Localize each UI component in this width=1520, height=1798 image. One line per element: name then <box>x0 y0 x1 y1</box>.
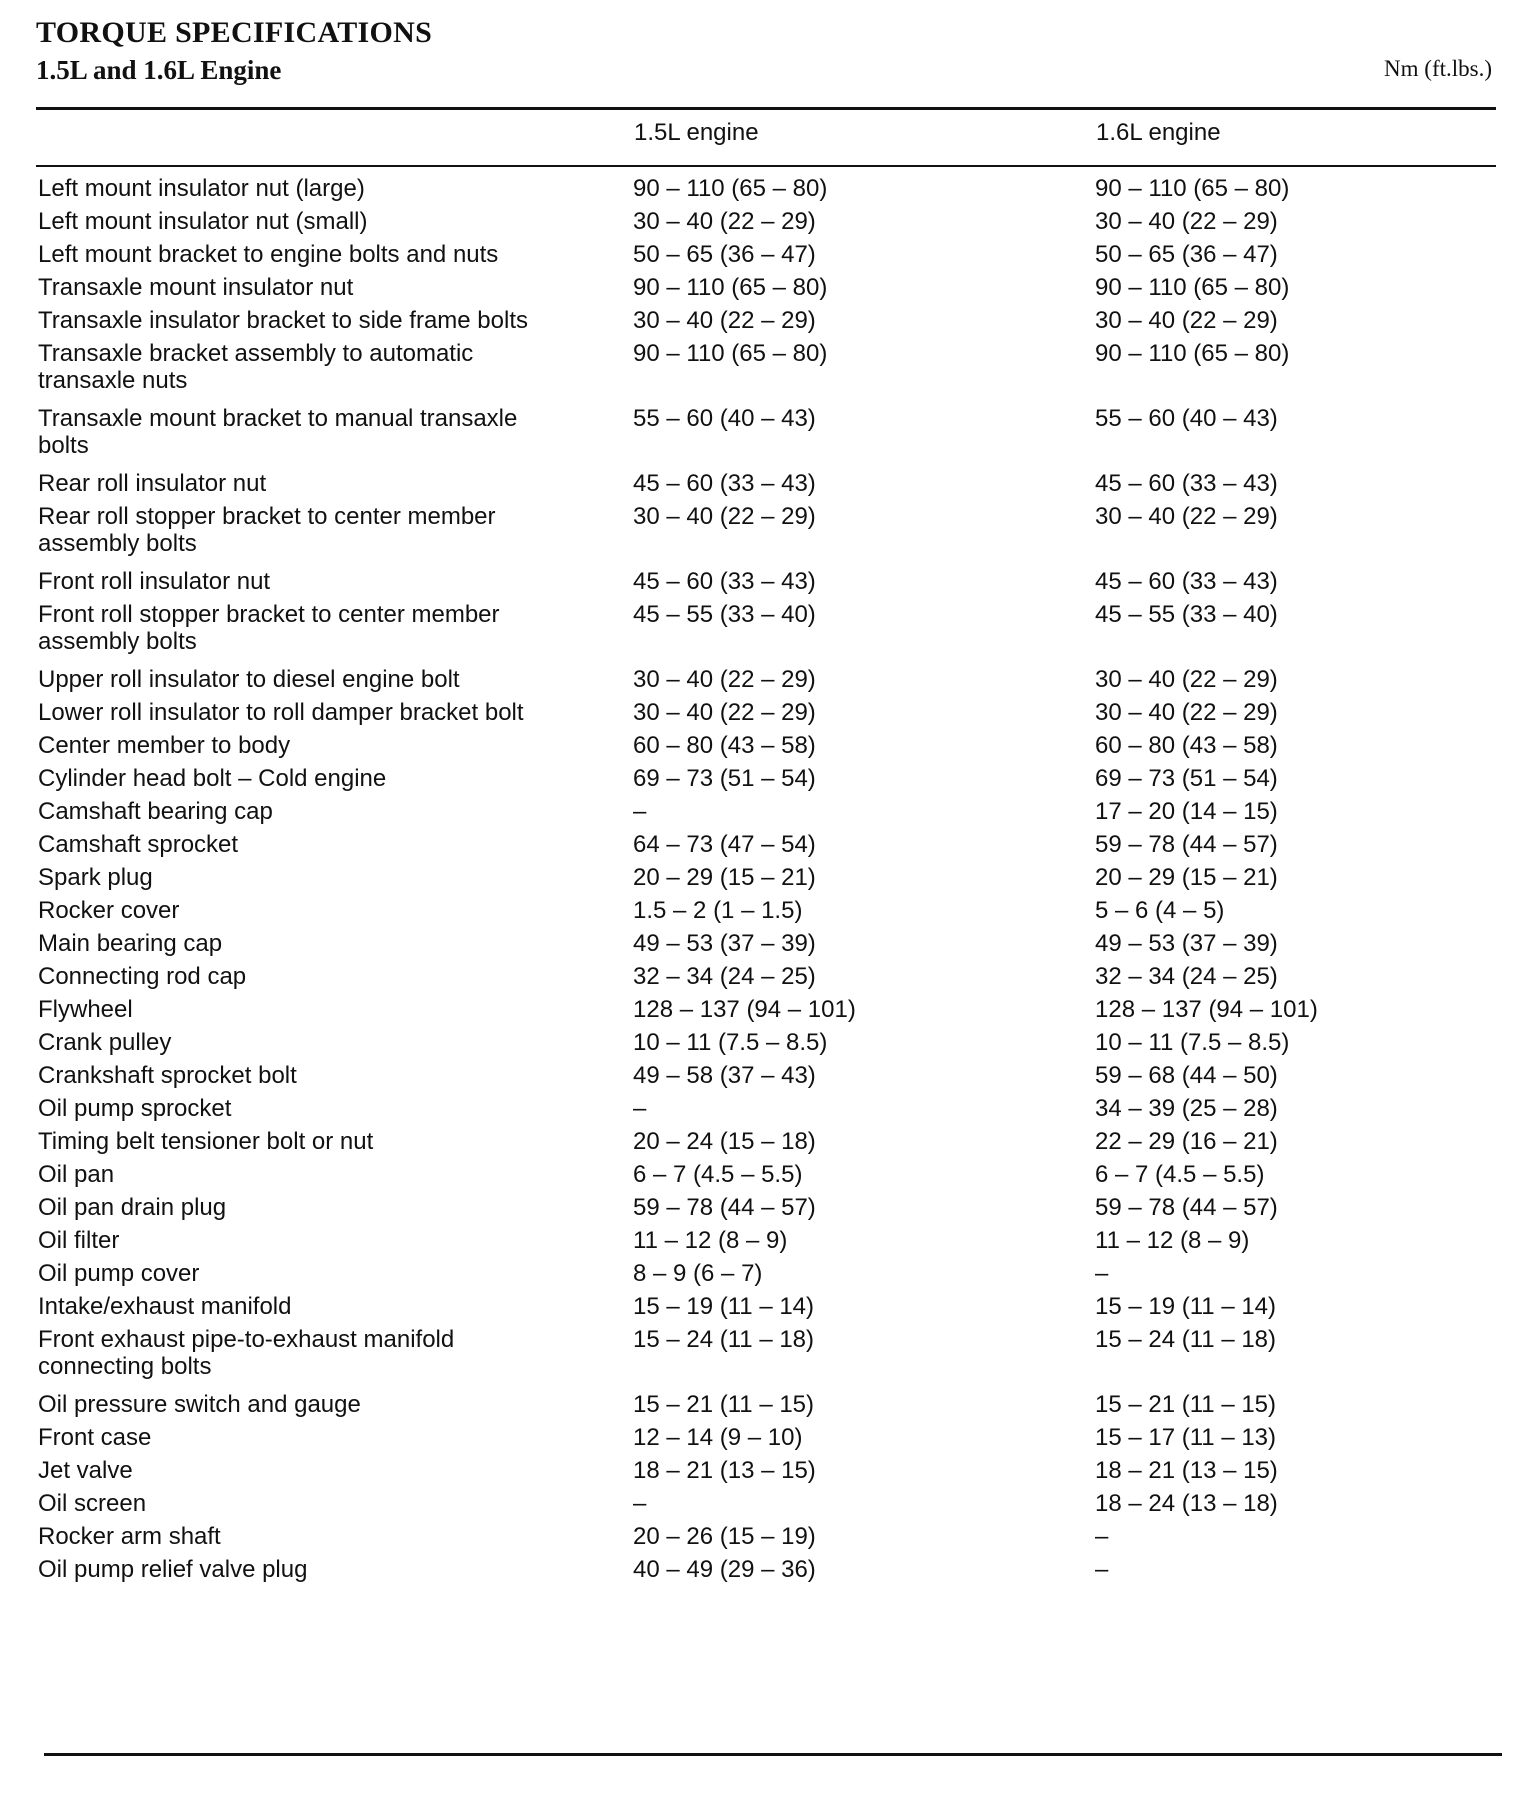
torque-1-6l-value: 90 – 110 (65 – 80) <box>1095 274 1290 301</box>
component-name: Intake/exhaust manifold <box>38 1293 292 1320</box>
torque-1-5l-value: 20 – 24 (15 – 18) <box>633 1128 816 1155</box>
torque-1-5l-value: 8 – 9 (6 – 7) <box>633 1260 763 1287</box>
torque-1-5l-value: 49 – 53 (37 – 39) <box>633 930 816 957</box>
torque-1-6l-value: – <box>1095 1523 1109 1550</box>
torque-1-5l-value: 10 – 11 (7.5 – 8.5) <box>633 1029 828 1056</box>
torque-1-6l-value: 59 – 78 (44 – 57) <box>1095 1194 1278 1221</box>
component-name: Flywheel <box>38 996 133 1023</box>
torque-1-6l-value: 30 – 40 (22 – 29) <box>1095 307 1278 334</box>
table-row <box>38 1189 1498 1222</box>
table-row <box>38 498 1498 563</box>
torque-1-5l-value: 90 – 110 (65 – 80) <box>633 175 828 202</box>
torque-1-5l-value: 60 – 80 (43 – 58) <box>633 732 816 759</box>
torque-1-5l-value: 90 – 110 (65 – 80) <box>633 274 828 301</box>
table-row <box>38 991 1498 1024</box>
torque-1-5l-value: 15 – 19 (11 – 14) <box>633 1293 815 1320</box>
component-name: Left mount bracket to engine bolts and nuts <box>38 241 499 268</box>
table-row <box>38 465 1498 498</box>
table-row <box>38 1288 1498 1321</box>
torque-1-5l-value: 69 – 73 (51 – 54) <box>633 765 816 792</box>
table-header-rule <box>36 165 1496 167</box>
torque-1-5l-value: 20 – 29 (15 – 21) <box>633 864 816 891</box>
torque-1-5l-value: 90 – 110 (65 – 80) <box>633 340 828 367</box>
torque-1-5l-value: 50 – 65 (36 – 47) <box>633 241 816 268</box>
torque-1-5l-value: 45 – 60 (33 – 43) <box>633 568 816 595</box>
torque-1-6l-value: 30 – 40 (22 – 29) <box>1095 503 1278 530</box>
table-row <box>38 1156 1498 1189</box>
component-name: Cylinder head bolt – Cold engine <box>38 765 387 792</box>
torque-1-6l-value: 10 – 11 (7.5 – 8.5) <box>1095 1029 1290 1056</box>
torque-1-5l-value: – <box>633 798 647 825</box>
component-name: Rocker arm shaft <box>38 1523 221 1550</box>
table-bottom-rule <box>44 1753 1502 1756</box>
table-row <box>38 793 1498 826</box>
torque-1-5l-value: 49 – 58 (37 – 43) <box>633 1062 816 1089</box>
component-name: Oil pressure switch and gauge <box>38 1391 361 1418</box>
torque-1-6l-value: 17 – 20 (14 – 15) <box>1095 798 1278 825</box>
table-row <box>38 1452 1498 1485</box>
table-row <box>38 826 1498 859</box>
table-row <box>38 727 1498 760</box>
page-subtitle: 1.5L and 1.6L Engine <box>36 55 282 85</box>
component-name: Left mount insulator nut (small) <box>38 208 368 235</box>
table-row <box>38 1222 1498 1255</box>
component-name: Spark plug <box>38 864 153 891</box>
torque-1-5l-value: 18 – 21 (13 – 15) <box>633 1457 816 1484</box>
torque-1-5l-value: 45 – 55 (33 – 40) <box>633 601 816 628</box>
torque-1-6l-value: 128 – 137 (94 – 101) <box>1095 996 1318 1023</box>
torque-1-5l-value: 6 – 7 (4.5 – 5.5) <box>633 1161 803 1188</box>
table-row <box>38 1090 1498 1123</box>
torque-1-5l-value: – <box>633 1490 647 1517</box>
component-name: Front roll insulator nut <box>38 568 271 595</box>
torque-1-6l-value: 50 – 65 (36 – 47) <box>1095 241 1278 268</box>
torque-1-6l-value: 59 – 78 (44 – 57) <box>1095 831 1278 858</box>
component-name: Oil pan <box>38 1161 115 1188</box>
table-row <box>38 661 1498 694</box>
table-row <box>38 1024 1498 1057</box>
torque-1-6l-value: 30 – 40 (22 – 29) <box>1095 208 1278 235</box>
component-name: Oil pump sprocket <box>38 1095 232 1122</box>
table-top-rule <box>36 107 1496 110</box>
units-label: Nm (ft.lbs.) <box>1384 56 1492 81</box>
torque-1-5l-value: 30 – 40 (22 – 29) <box>633 503 816 530</box>
torque-1-6l-value: 15 – 19 (11 – 14) <box>1095 1293 1277 1320</box>
table-row <box>38 859 1498 892</box>
component-name: Connecting rod cap <box>38 963 247 990</box>
table-row <box>38 236 1498 269</box>
component-name: Timing belt tensioner bolt or nut <box>38 1128 374 1155</box>
table-row <box>38 1485 1498 1518</box>
torque-1-6l-value: 18 – 21 (13 – 15) <box>1095 1457 1278 1484</box>
table-row <box>38 563 1498 596</box>
torque-1-5l-value: 1.5 – 2 (1 – 1.5) <box>633 897 803 924</box>
torque-1-6l-value: 15 – 24 (11 – 18) <box>1095 1326 1277 1353</box>
torque-1-6l-value: – <box>1095 1260 1109 1287</box>
table-row <box>38 1518 1498 1551</box>
table-row <box>38 760 1498 793</box>
component-name: Upper roll insulator to diesel engine bolt <box>38 666 460 693</box>
torque-1-6l-value: 45 – 60 (33 – 43) <box>1095 470 1278 497</box>
torque-1-6l-value: 59 – 68 (44 – 50) <box>1095 1062 1278 1089</box>
torque-1-5l-value: 30 – 40 (22 – 29) <box>633 666 816 693</box>
table-row <box>38 958 1498 991</box>
torque-1-6l-value: 55 – 60 (40 – 43) <box>1095 405 1278 432</box>
component-name: Oil pan drain plug <box>38 1194 227 1221</box>
torque-1-6l-value: 30 – 40 (22 – 29) <box>1095 699 1278 726</box>
component-name: Front case <box>38 1424 152 1451</box>
torque-1-5l-value: 128 – 137 (94 – 101) <box>633 996 856 1023</box>
torque-1-6l-value: 69 – 73 (51 – 54) <box>1095 765 1278 792</box>
torque-1-6l-value: 49 – 53 (37 – 39) <box>1095 930 1278 957</box>
torque-1-5l-value: 45 – 60 (33 – 43) <box>633 470 816 497</box>
table-row <box>38 203 1498 236</box>
torque-1-5l-value: 64 – 73 (47 – 54) <box>633 831 816 858</box>
torque-1-6l-value: 60 – 80 (43 – 58) <box>1095 732 1278 759</box>
torque-1-5l-value: 30 – 40 (22 – 29) <box>633 307 816 334</box>
torque-1-6l-value: 22 – 29 (16 – 21) <box>1095 1128 1278 1155</box>
torque-1-5l-value: 20 – 26 (15 – 19) <box>633 1523 816 1550</box>
component-name: Rear roll stopper bracket to center member assembly bolts <box>38 503 496 557</box>
torque-1-5l-value: 55 – 60 (40 – 43) <box>633 405 816 432</box>
component-name: Oil pump relief valve plug <box>38 1556 308 1583</box>
torque-1-5l-value: 30 – 40 (22 – 29) <box>633 699 816 726</box>
component-name: Lower roll insulator to roll damper bracket bolt <box>38 699 524 726</box>
component-name: Crank pulley <box>38 1029 172 1056</box>
table-row <box>38 694 1498 727</box>
torque-1-6l-value: 90 – 110 (65 – 80) <box>1095 175 1290 202</box>
table-row <box>38 925 1498 958</box>
component-name: Transaxle insulator bracket to side frame bolts <box>38 307 528 334</box>
component-name: Left mount insulator nut (large) <box>38 175 365 202</box>
table-row <box>38 335 1498 400</box>
torque-1-6l-value: 32 – 34 (24 – 25) <box>1095 963 1278 990</box>
table-row <box>38 269 1498 302</box>
component-name: Rear roll insulator nut <box>38 470 267 497</box>
torque-1-6l-value: 15 – 21 (11 – 15) <box>1095 1391 1277 1418</box>
torque-1-6l-value: 45 – 60 (33 – 43) <box>1095 568 1278 595</box>
component-name: Transaxle mount insulator nut <box>38 274 354 301</box>
component-name: Oil filter <box>38 1227 120 1254</box>
component-name: Center member to body <box>38 732 291 759</box>
torque-1-6l-value: 18 – 24 (13 – 18) <box>1095 1490 1278 1517</box>
component-name: Front roll stopper bracket to center member assembly bolts <box>38 601 500 655</box>
torque-1-5l-value: 12 – 14 (9 – 10) <box>633 1424 803 1451</box>
torque-table-body <box>38 170 1498 1584</box>
torque-1-6l-value: 15 – 17 (11 – 13) <box>1095 1424 1277 1451</box>
torque-1-5l-value: 15 – 24 (11 – 18) <box>633 1326 815 1353</box>
torque-1-6l-value: 20 – 29 (15 – 21) <box>1095 864 1278 891</box>
torque-1-5l-value: 30 – 40 (22 – 29) <box>633 208 816 235</box>
component-name: Oil screen <box>38 1490 147 1517</box>
torque-1-5l-value: 40 – 49 (29 – 36) <box>633 1556 816 1583</box>
component-name: Oil pump cover <box>38 1260 200 1287</box>
torque-1-6l-value: – <box>1095 1556 1109 1583</box>
torque-1-6l-value: 45 – 55 (33 – 40) <box>1095 601 1278 628</box>
torque-1-5l-value: 11 – 12 (8 – 9) <box>633 1227 788 1254</box>
torque-1-6l-value: 6 – 7 (4.5 – 5.5) <box>1095 1161 1265 1188</box>
table-row <box>38 892 1498 925</box>
page-title: TORQUE SPECIFICATIONS <box>36 16 433 49</box>
torque-1-5l-value: 32 – 34 (24 – 25) <box>633 963 816 990</box>
component-name: Main bearing cap <box>38 930 223 957</box>
component-name: Jet valve <box>38 1457 133 1484</box>
component-name: Camshaft sprocket <box>38 831 239 858</box>
component-name: Crankshaft sprocket bolt <box>38 1062 297 1089</box>
table-row <box>38 302 1498 335</box>
table-row <box>38 1551 1498 1584</box>
table-row <box>38 1386 1498 1419</box>
table-row <box>38 400 1498 465</box>
component-name: Front exhaust pipe-to-exhaust manifold connecting bolts <box>38 1326 455 1380</box>
table-row <box>38 1057 1498 1090</box>
component-name: Transaxle bracket assembly to automatic transaxle nuts <box>38 340 474 394</box>
torque-1-5l-value: 15 – 21 (11 – 15) <box>633 1391 815 1418</box>
component-name: Rocker cover <box>38 897 180 924</box>
torque-1-6l-value: 34 – 39 (25 – 28) <box>1095 1095 1278 1122</box>
torque-1-6l-value: 11 – 12 (8 – 9) <box>1095 1227 1250 1254</box>
table-row <box>38 1123 1498 1156</box>
torque-1-6l-value: 90 – 110 (65 – 80) <box>1095 340 1290 367</box>
column-header-1-5l: 1.5L engine <box>634 119 759 146</box>
torque-1-6l-value: 5 – 6 (4 – 5) <box>1095 897 1225 924</box>
component-name: Camshaft bearing cap <box>38 798 273 825</box>
table-row <box>38 596 1498 661</box>
table-row <box>38 170 1498 203</box>
table-row <box>38 1255 1498 1288</box>
table-row <box>38 1419 1498 1452</box>
torque-1-5l-value: – <box>633 1095 647 1122</box>
torque-1-5l-value: 59 – 78 (44 – 57) <box>633 1194 816 1221</box>
column-header-1-6l: 1.6L engine <box>1096 119 1221 146</box>
table-row <box>38 1321 1498 1386</box>
torque-1-6l-value: 30 – 40 (22 – 29) <box>1095 666 1278 693</box>
component-name: Transaxle mount bracket to manual transaxle bolts <box>38 405 518 459</box>
